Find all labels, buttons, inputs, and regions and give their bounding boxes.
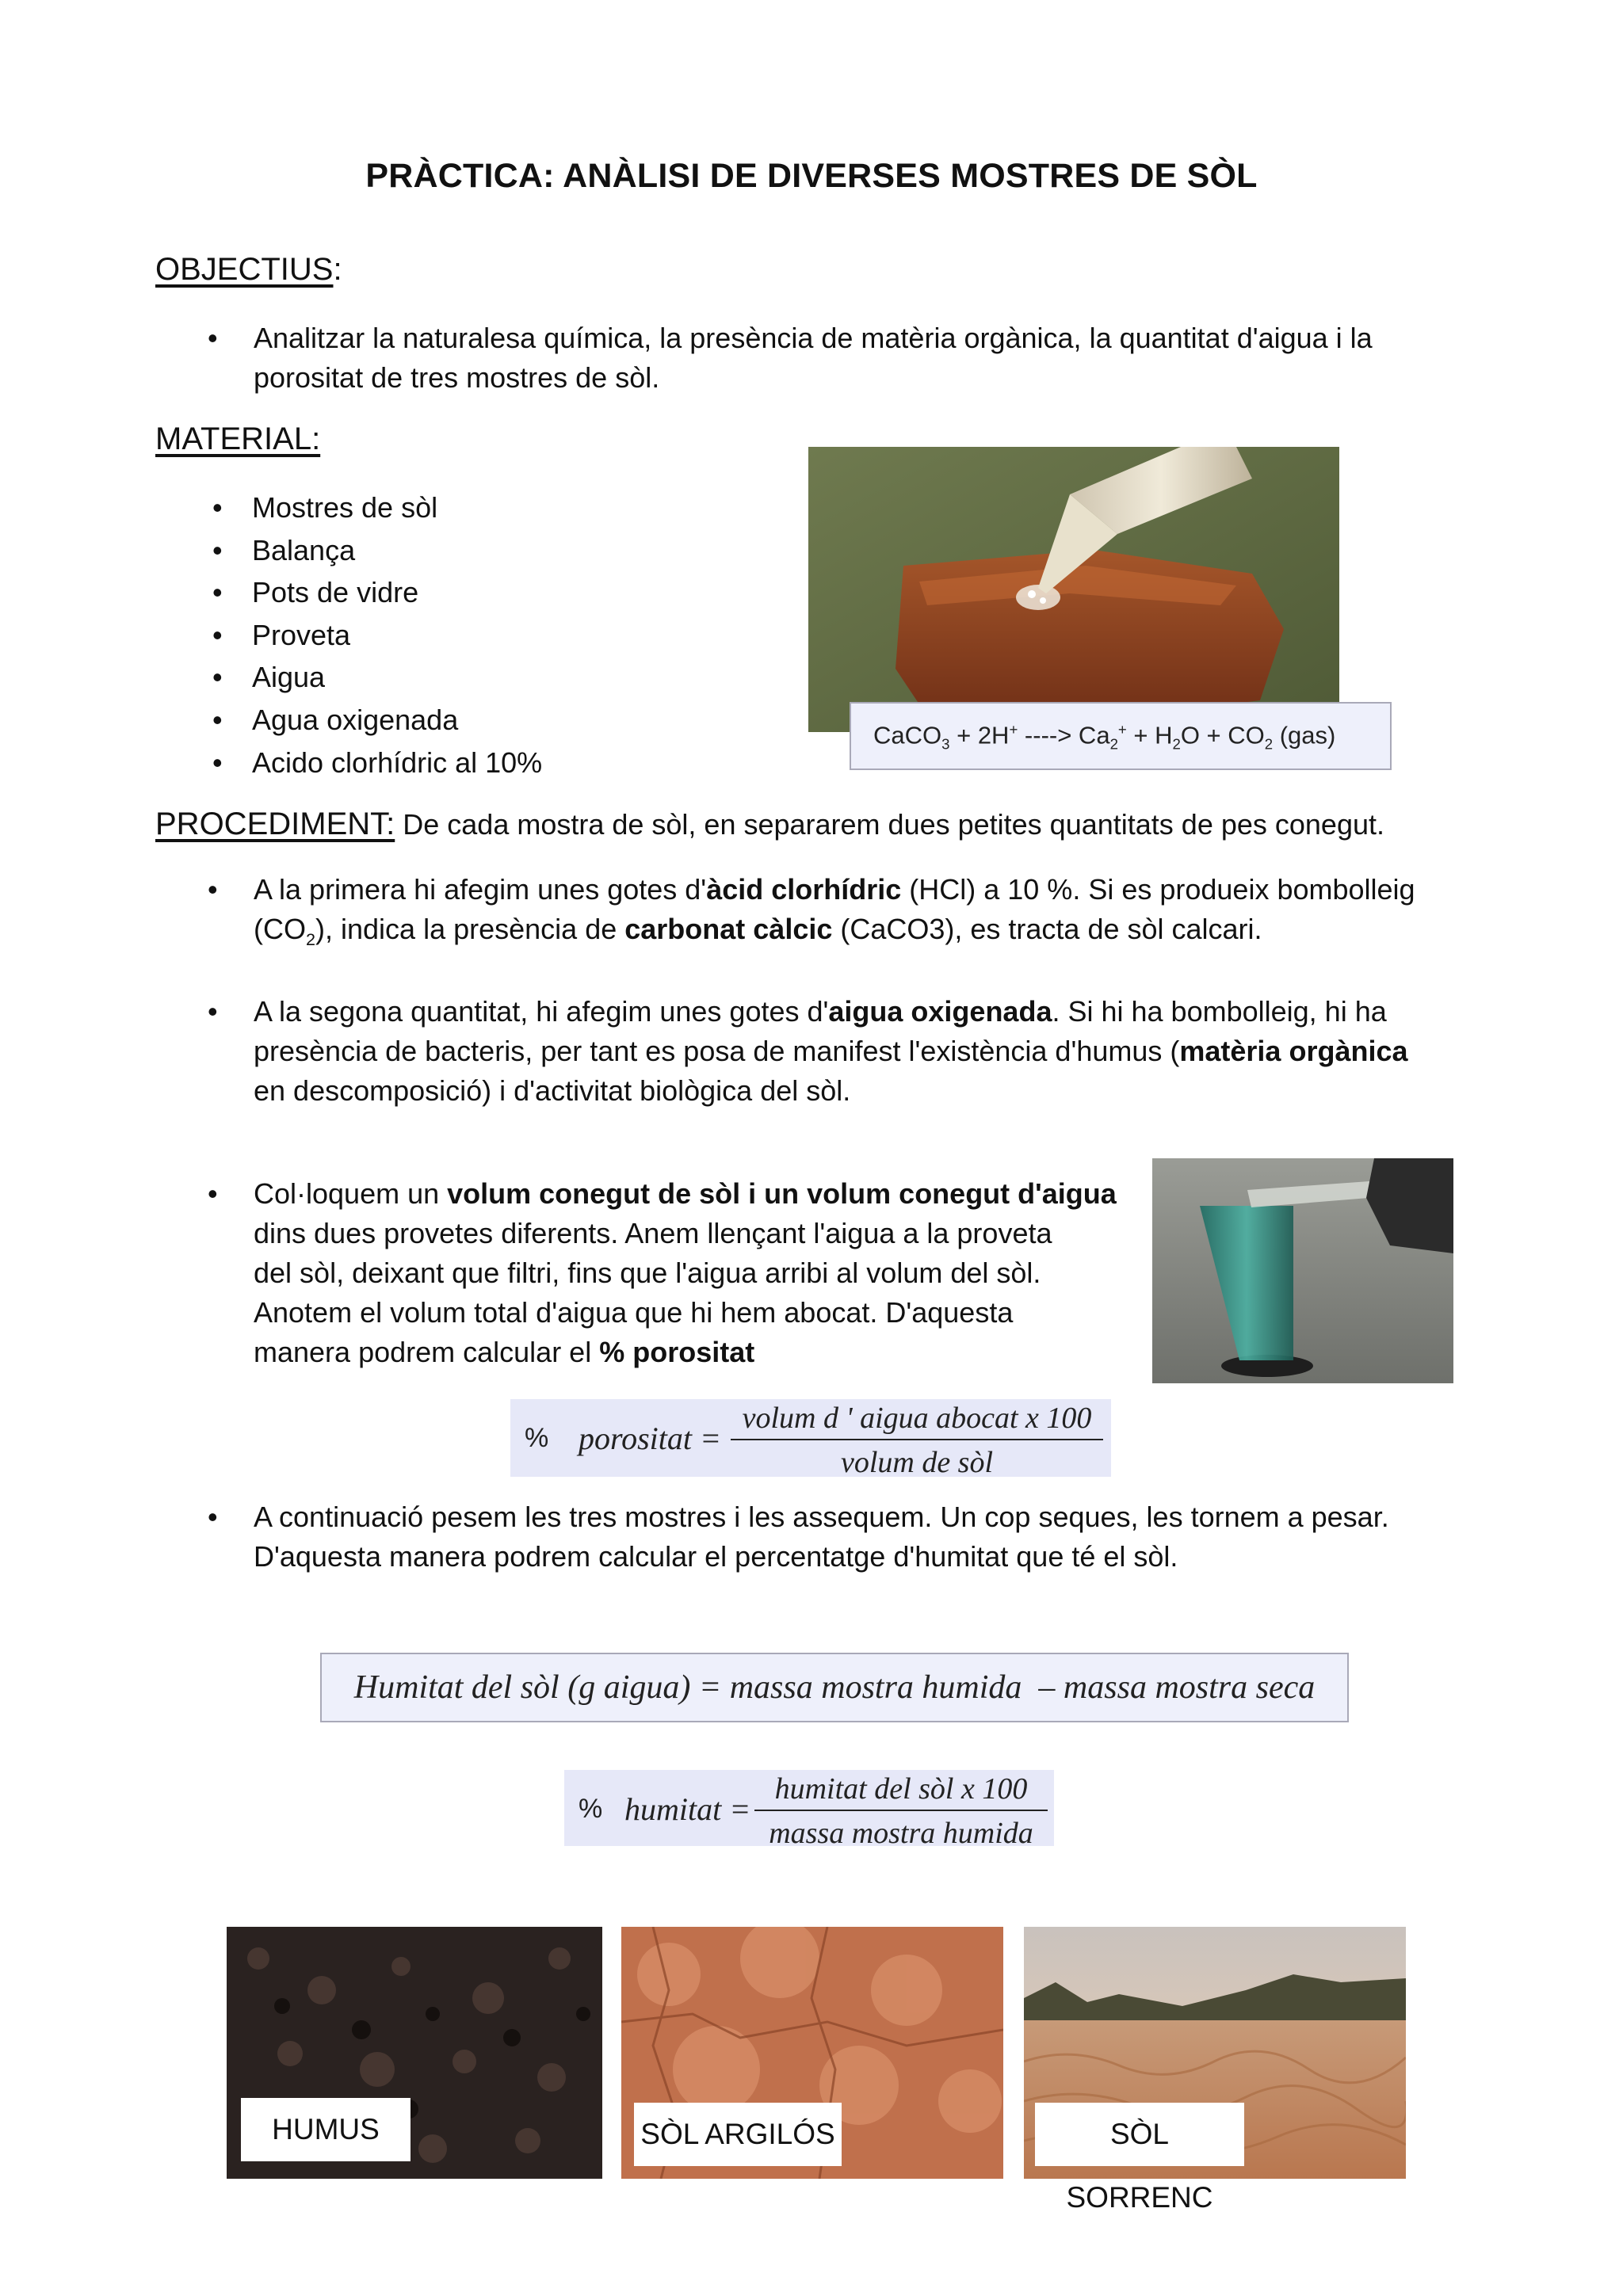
- reaction-caption: CaCO$_3$ + 2H+ ----> $Ca_2^+ + H_2O + CO_2$ (gas): [850, 702, 1392, 770]
- material-item: • Balança: [212, 533, 356, 566]
- procediment-step-2: • A la segona quantitat, hi afegim unes gotes d'aigua oxigenada. Si hi ha bombolleig, hi ha presència de bacteris, per tant es posa de manifest l'existència d'humus (matèria orgànica en descomposició) i d'activitat biològica del sòl.: [254, 992, 1408, 1111]
- soil-label-sorrenc: SÒL SORRENC: [1035, 2103, 1244, 2166]
- material-item: • Pots de vidre: [212, 576, 419, 609]
- objectius-heading: OBJECTIUS:: [155, 252, 342, 287]
- bullet: •: [208, 322, 218, 354]
- material-list: [212, 486, 543, 784]
- procediment-heading: PROCEDIMENT: De cada mostra de sòl, en separarem dues petites quantitats de pes conegut.: [155, 807, 1384, 841]
- material-item: • Acido clorhídric al 10%: [212, 746, 543, 779]
- humitat-formula: % humitat = humitat del sòl x 100 massa mostra humida: [564, 1770, 1054, 1846]
- soil-label-argilos: SÒL ARGILÓS: [634, 2103, 842, 2166]
- procediment-step-3: • Col·loquem un volum conegut de sòl i un volum conegut d'aigua dins dues provetes diferents. Anem llençant l'aigua a la proveta del sòl, deixant que filtri, fins que l'aigua arribi al volum del sòl. Anotem el volum total d'aigua que hi hem abocat. D'aquesta manera podrem calcular el % porositat: [254, 1174, 1117, 1372]
- acid-rock-photo: [808, 447, 1339, 732]
- page-title: PRÀCTICA: ANÀLISI DE DIVERSES MOSTRES DE SÒL: [365, 157, 1258, 195]
- soil-label-humus: HUMUS: [241, 2098, 411, 2161]
- objectius-item: • Analitzar la naturalesa química, la presència de matèria orgànica, la quantitat d'aigua i la porositat de tres mostres de sòl.: [254, 318, 1373, 398]
- bullet: •: [208, 1501, 218, 1533]
- bullet: •: [208, 995, 218, 1028]
- humitat-definition: Humitat del sòl (g aigua) = massa mostra humida – massa mostra seca: [320, 1653, 1349, 1722]
- procediment-step-1: • A la primera hi afegim unes gotes d'àcid clorhídric (HCl) a 10 %. Si es produeix bombolleig $(CO_2)$, indica la presència de carbonat càlcic (CaCO3), es tracta de sòl calcari.: [254, 870, 1415, 959]
- porositat-formula: % porositat = volum d ' aigua abocat x 100 volum de sòl: [510, 1399, 1111, 1477]
- material-item: • Agua oxigenada: [212, 703, 459, 736]
- cylinder-photo: [1152, 1158, 1453, 1383]
- material-heading: MATERIAL:: [155, 421, 321, 456]
- material-item: • Proveta: [212, 618, 351, 651]
- material-item: • Mostres de sòl: [212, 491, 438, 524]
- material-item: • Aigua: [212, 661, 326, 694]
- procediment-step-4: • A continuació pesem les tres mostres i les assequem. Un cop seques, les tornem a pesar. D'aquesta manera podrem calcular el percentatge d'humitat que té el sòl.: [254, 1497, 1389, 1577]
- bullet: •: [208, 1177, 218, 1210]
- bullet: •: [208, 873, 218, 906]
